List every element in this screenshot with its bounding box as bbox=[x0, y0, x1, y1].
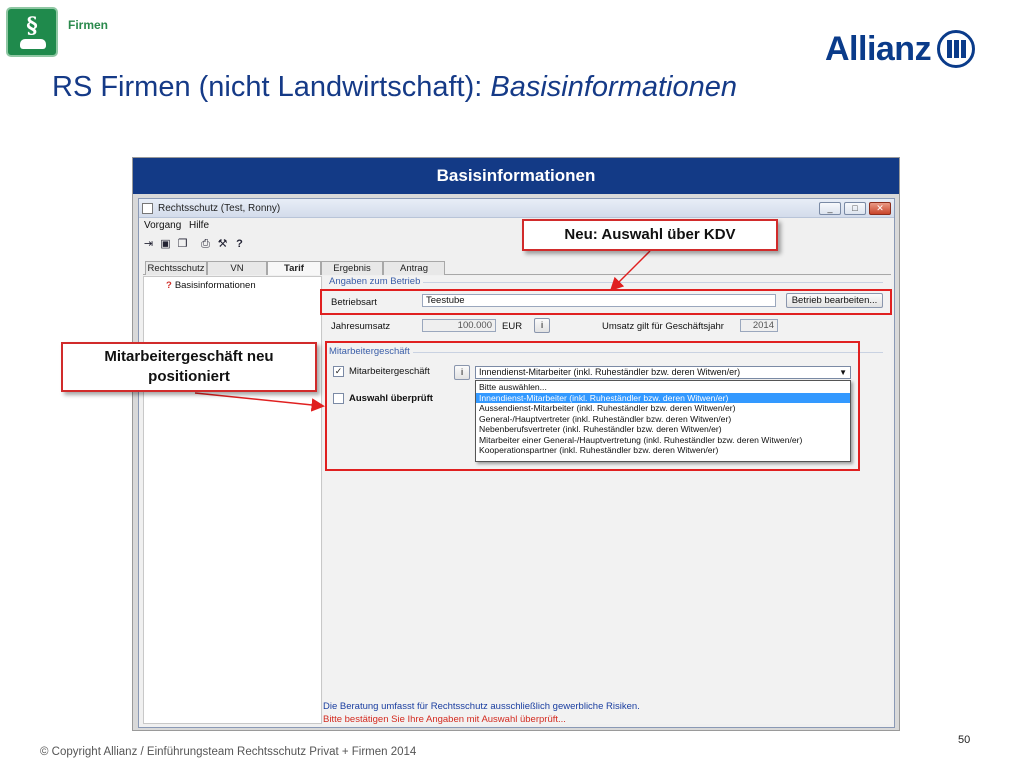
jahresumsatz-label: Jahresumsatz bbox=[331, 321, 391, 332]
paragraph-icon: § bbox=[26, 13, 38, 39]
betrieb-bearbeiten-button[interactable]: Betrieb bearbeiten... bbox=[786, 293, 883, 308]
kdv-arrow bbox=[612, 251, 650, 289]
screenshot-banner: Basisinformationen bbox=[133, 158, 899, 194]
option-aussendienst[interactable]: Aussendienst-Mitarbeiter (inkl. Ruheständler bzw. deren Witwen/er) bbox=[479, 403, 736, 413]
geschaeftsjahr-label: Umsatz gilt für Geschäftsjahr bbox=[602, 321, 724, 332]
currency-label: EUR bbox=[502, 321, 523, 332]
option-kooperationspartner[interactable]: Kooperationspartner (inkl. Ruheständler bzw. deren Witwen/er) bbox=[479, 445, 719, 455]
option-nebenberufsvertreter[interactable]: Nebenberufsvertreter (inkl. Ruheständler bzw. deren Witwen/er) bbox=[479, 424, 722, 434]
tab-antrag[interactable]: Antrag bbox=[383, 261, 445, 275]
exit-icon[interactable]: ⇥ bbox=[143, 238, 154, 250]
minimize-button[interactable]: _ bbox=[819, 202, 841, 215]
auswahl-ueberprueft-label: Auswahl überprüft bbox=[349, 393, 433, 404]
slide-title-emphasis: Basisinformationen bbox=[490, 71, 737, 103]
mitarbeiter-callout-line2: positioniert bbox=[148, 368, 230, 385]
menu-hilfe[interactable]: Hilfe bbox=[189, 220, 210, 231]
mitarbeiter-callout bbox=[61, 342, 317, 392]
option-bitte-auswaehlen[interactable]: Bitte auswählen... bbox=[479, 382, 547, 392]
betriebsart-label: Betriebsart bbox=[331, 297, 377, 308]
geschaeftsjahr-field[interactable]: 2014 bbox=[740, 319, 778, 332]
maximize-button[interactable]: □ bbox=[844, 202, 866, 215]
slide-title-main: RS Firmen (nicht Landwirtschaft): bbox=[52, 71, 491, 103]
betriebsart-field[interactable]: Teestube bbox=[422, 294, 776, 307]
tab-tarif[interactable]: Tarif bbox=[267, 261, 321, 275]
allianz-logo-text: Allianz bbox=[825, 30, 932, 68]
menu-vorgang[interactable]: Vorgang bbox=[144, 220, 182, 231]
mitarbeiter-callout-line1: Mitarbeitergeschäft neu bbox=[104, 348, 274, 365]
validation-warning: Bitte bestätigen Sie Ihre Angaben mit Auswahl überprüft... bbox=[323, 714, 566, 725]
jahresumsatz-field[interactable]: 100.000 bbox=[422, 319, 496, 332]
option-mitarbeiter-generalvertretung[interactable]: Mitarbeiter einer General-/Hauptvertretung (inkl. Ruheständler bzw. deren Witwen/er) bbox=[479, 434, 803, 445]
tab-rechtsschutz[interactable]: Rechtsschutz bbox=[145, 261, 207, 275]
tab-vn[interactable]: VN bbox=[207, 261, 267, 275]
option-innendienst[interactable]: Innendienst-Mitarbeiter (inkl. Ruheständler bzw. deren Witwen/er) bbox=[476, 393, 850, 404]
chevron-down-icon[interactable]: ▼ bbox=[839, 368, 847, 377]
mitarbeiter-arrow bbox=[195, 393, 322, 406]
kdv-callout: Neu: Auswahl über KDV bbox=[522, 219, 778, 251]
group-title-betrieb: Angaben zum Betrieb bbox=[329, 276, 421, 287]
select-value: Innendienst-Mitarbeiter (inkl. Ruheständler bzw. deren Witwen/er) bbox=[479, 367, 741, 377]
umsatz-info-button[interactable]: i bbox=[534, 318, 550, 333]
group-title-mitarbeiter: Mitarbeitergeschäft bbox=[329, 346, 410, 357]
tab-ergebnis[interactable]: Ergebnis bbox=[321, 261, 383, 275]
mitarbeitergeschaeft-checkbox[interactable]: ✓ bbox=[334, 366, 343, 376]
print-icon[interactable]: ⎙ bbox=[201, 238, 210, 250]
mitarbeiter-info-button[interactable]: i bbox=[454, 365, 470, 380]
close-button[interactable]: ✕ bbox=[869, 202, 891, 215]
copyright-footer: © Copyright Allianz / Einführungsteam Rechtsschutz Privat + Firmen 2014 bbox=[40, 746, 417, 758]
question-icon: ? bbox=[166, 280, 172, 291]
slide-category: Firmen bbox=[68, 18, 109, 32]
option-generalvertreter[interactable]: General-/Hauptvertreter (inkl. Ruheständler bzw. deren Witwen/er) bbox=[479, 413, 732, 424]
tools-icon[interactable]: ⚒ bbox=[217, 238, 228, 250]
copy-icon[interactable]: ❐ bbox=[177, 238, 188, 250]
info-note: Die Beratung umfasst für Rechtsschutz ausschließlich gewerbliche Risiken. bbox=[323, 701, 640, 712]
page-number: 50 bbox=[958, 734, 971, 746]
window-title: Rechtsschutz (Test, Ronny) bbox=[158, 203, 281, 214]
help-icon[interactable]: ? bbox=[236, 238, 243, 250]
tree-node-label: Basisinformationen bbox=[174, 280, 256, 291]
save-icon[interactable]: ▣ bbox=[160, 238, 171, 250]
mitarbeitergeschaeft-label: Mitarbeitergeschäft bbox=[349, 366, 430, 377]
